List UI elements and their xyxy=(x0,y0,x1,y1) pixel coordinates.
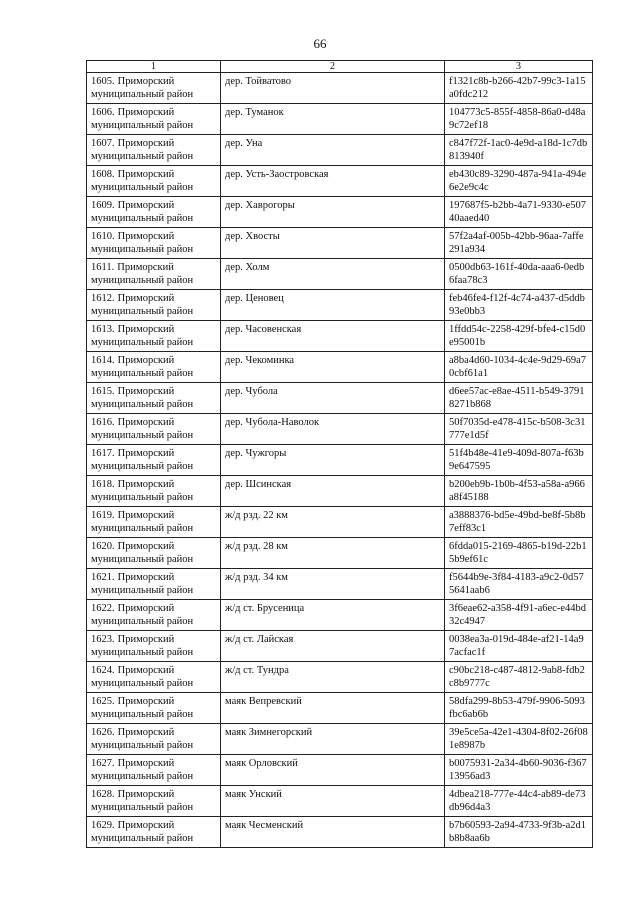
row-number: 1618. xyxy=(91,479,115,490)
district-name: Приморский муниципальный район xyxy=(91,76,194,100)
district-name: Приморский муниципальный район xyxy=(91,665,194,689)
row-number: 1609. xyxy=(91,200,115,211)
district-name: Приморский муниципальный район xyxy=(91,293,194,317)
table-row xyxy=(87,724,593,755)
column-header-2: 2 xyxy=(221,61,445,73)
row-number: 1614. xyxy=(91,355,115,366)
settlement-cell: дер. Хвосты xyxy=(221,228,445,259)
district-cell xyxy=(87,166,221,197)
table-row xyxy=(87,259,593,290)
fias-code-cell: a3888376-bd5e-49bd-be8f-5b8b7eff83c1 xyxy=(445,507,593,538)
fias-code-cell: b0075931-2a34-4b60-9036-f36713956ad3 xyxy=(445,755,593,786)
table-row xyxy=(87,817,593,848)
district-name: Приморский муниципальный район xyxy=(91,510,194,534)
settlement-cell: маяк Вепревский xyxy=(221,693,445,724)
settlement-cell: дер. Часовенская xyxy=(221,321,445,352)
row-number: 1612. xyxy=(91,293,115,304)
row-number: 1620. xyxy=(91,541,115,552)
table-row xyxy=(87,693,593,724)
district-cell xyxy=(87,73,221,104)
table-row xyxy=(87,290,593,321)
district-cell xyxy=(87,817,221,848)
table-header-row xyxy=(87,61,593,73)
row-number: 1623. xyxy=(91,634,115,645)
settlement-cell: ж/д рзд. 34 км xyxy=(221,569,445,600)
row-number: 1617. xyxy=(91,448,115,459)
table-row xyxy=(87,383,593,414)
district-name: Приморский муниципальный район xyxy=(91,758,194,782)
district-cell xyxy=(87,104,221,135)
row-number: 1624. xyxy=(91,665,115,676)
fias-code-cell: 0038ea3a-019d-484e-af21-14a97acfac1f xyxy=(445,631,593,662)
district-name: Приморский муниципальный район xyxy=(91,696,194,720)
row-number: 1606. xyxy=(91,107,115,118)
fias-code-cell: feb46fe4-f12f-4c74-a437-d5ddb93e0bb3 xyxy=(445,290,593,321)
table-row xyxy=(87,786,593,817)
table-row xyxy=(87,135,593,166)
table-row xyxy=(87,507,593,538)
table-row xyxy=(87,166,593,197)
settlement-cell: ж/д ст. Лайская xyxy=(221,631,445,662)
district-name: Приморский муниципальный район xyxy=(91,231,194,255)
settlement-cell: маяк Унский xyxy=(221,786,445,817)
fias-code-cell: b7b60593-2a94-4733-9f3b-a2d1b8b8aa6b xyxy=(445,817,593,848)
settlement-cell: дер. Уна xyxy=(221,135,445,166)
district-name: Приморский муниципальный район xyxy=(91,820,194,844)
fias-code-cell: 58dfa299-8b53-479f-9906-5093fbc6ab6b xyxy=(445,693,593,724)
district-cell xyxy=(87,476,221,507)
table-row xyxy=(87,445,593,476)
district-name: Приморский муниципальный район xyxy=(91,355,194,379)
fias-code-cell: 1ffdd54c-2258-429f-bfe4-c15d0e95001b xyxy=(445,321,593,352)
fias-code-cell: d6ee57ac-e8ae-4511-b549-37918271b868 xyxy=(445,383,593,414)
fias-code-cell: 50f7035d-e478-415c-b508-3c31777e1d5f xyxy=(445,414,593,445)
table-row xyxy=(87,662,593,693)
fias-code-cell: c90bc218-c487-4812-9ab8-fdb2c8b9777c xyxy=(445,662,593,693)
row-number: 1611. xyxy=(91,262,115,273)
district-cell xyxy=(87,259,221,290)
settlement-cell: маяк Зимнегорский xyxy=(221,724,445,755)
district-name: Приморский муниципальный район xyxy=(91,448,194,472)
district-name: Приморский муниципальный район xyxy=(91,138,194,162)
settlement-cell: дер. Усть-Заостровская xyxy=(221,166,445,197)
fias-code-cell: 4dbea218-777e-44c4-ab89-de73db96d4a3 xyxy=(445,786,593,817)
settlement-cell: ж/д рзд. 28 км xyxy=(221,538,445,569)
table-row xyxy=(87,755,593,786)
district-name: Приморский муниципальный район xyxy=(91,262,194,286)
district-cell xyxy=(87,755,221,786)
row-number: 1608. xyxy=(91,169,115,180)
settlement-cell: маяк Чесменский xyxy=(221,817,445,848)
settlement-cell: ж/д ст. Тундра xyxy=(221,662,445,693)
fias-code-cell: b200eb9b-1b0b-4f53-a58a-a966a8f45188 xyxy=(445,476,593,507)
row-number: 1627. xyxy=(91,758,115,769)
settlement-cell: дер. Ценовец xyxy=(221,290,445,321)
district-name: Приморский муниципальный район xyxy=(91,789,194,813)
row-number: 1605. xyxy=(91,76,115,87)
row-number: 1621. xyxy=(91,572,115,583)
fias-code-cell: f1321c8b-b266-42b7-99c3-1a15a0fdc212 xyxy=(445,73,593,104)
district-name: Приморский муниципальный район xyxy=(91,572,194,596)
settlement-cell: дер. Чубола xyxy=(221,383,445,414)
district-name: Приморский муниципальный район xyxy=(91,479,194,503)
district-cell xyxy=(87,290,221,321)
district-cell xyxy=(87,445,221,476)
column-header-1: 1 xyxy=(87,61,221,73)
settlement-cell: дер. Холм xyxy=(221,259,445,290)
table-row xyxy=(87,476,593,507)
district-cell xyxy=(87,693,221,724)
fias-code-cell: 197687f5-b2bb-4a71-9330-e50740aaed40 xyxy=(445,197,593,228)
district-name: Приморский муниципальный район xyxy=(91,386,194,410)
row-number: 1622. xyxy=(91,603,115,614)
table-row xyxy=(87,569,593,600)
column-header-3: 3 xyxy=(445,61,593,73)
fias-code-cell: 3f6eae62-a358-4f91-a6ec-e44bd32c4947 xyxy=(445,600,593,631)
district-name: Приморский муниципальный район xyxy=(91,417,194,441)
district-cell xyxy=(87,662,221,693)
row-number: 1626. xyxy=(91,727,115,738)
row-number: 1628. xyxy=(91,789,115,800)
fias-code-cell: 39e5ce5a-42e1-4304-8f02-26f081e8987b xyxy=(445,724,593,755)
row-number: 1613. xyxy=(91,324,115,335)
fias-code-cell: f5644b9e-3f84-4183-a9c2-0d575641aab6 xyxy=(445,569,593,600)
settlement-cell: дер. Шсинская xyxy=(221,476,445,507)
table-row xyxy=(87,631,593,662)
district-name: Приморский муниципальный район xyxy=(91,324,194,348)
settlement-cell: дер. Тойватово xyxy=(221,73,445,104)
settlement-cell: дер. Чужгоры xyxy=(221,445,445,476)
table-row xyxy=(87,104,593,135)
district-cell xyxy=(87,197,221,228)
district-cell xyxy=(87,538,221,569)
district-cell xyxy=(87,414,221,445)
district-cell xyxy=(87,352,221,383)
table-row xyxy=(87,321,593,352)
settlement-cell: дер. Чекоминка xyxy=(221,352,445,383)
district-name: Приморский муниципальный район xyxy=(91,107,194,131)
district-cell xyxy=(87,600,221,631)
table-row xyxy=(87,228,593,259)
district-name: Приморский муниципальный район xyxy=(91,727,194,751)
row-number: 1610. xyxy=(91,231,115,242)
district-cell xyxy=(87,786,221,817)
fias-code-cell: 104773c5-855f-4858-86a0-d48a9c72ef18 xyxy=(445,104,593,135)
fias-code-cell: 0500db63-161f-40da-aaa6-0edb6faa78c3 xyxy=(445,259,593,290)
row-number: 1607. xyxy=(91,138,115,149)
fias-code-cell: 6fdda015-2169-4865-b19d-22b15b9ef61c xyxy=(445,538,593,569)
row-number: 1616. xyxy=(91,417,115,428)
table-row xyxy=(87,197,593,228)
settlement-cell: дер. Хаврогоры xyxy=(221,197,445,228)
table-row xyxy=(87,600,593,631)
district-name: Приморский муниципальный район xyxy=(91,603,194,627)
district-cell xyxy=(87,569,221,600)
table-row xyxy=(87,538,593,569)
table-body xyxy=(87,73,593,848)
district-cell xyxy=(87,321,221,352)
district-cell xyxy=(87,724,221,755)
fias-code-cell: 57f2a4af-005b-42bb-96aa-7affe291a934 xyxy=(445,228,593,259)
table-row xyxy=(87,352,593,383)
district-cell xyxy=(87,135,221,166)
table-row xyxy=(87,414,593,445)
row-number: 1629. xyxy=(91,820,115,831)
fias-code-cell: 51f4b48e-41e9-409d-807a-f63b9e647595 xyxy=(445,445,593,476)
district-name: Приморский муниципальный район xyxy=(91,169,194,193)
settlement-cell: дер. Туманок xyxy=(221,104,445,135)
district-cell xyxy=(87,383,221,414)
fias-code-cell: eb430c89-3290-487a-941a-494e6e2e9c4c xyxy=(445,166,593,197)
fias-code-cell: c847f72f-1ac0-4e9d-a18d-1c7db813940f xyxy=(445,135,593,166)
settlements-table xyxy=(86,60,593,848)
district-name: Приморский муниципальный район xyxy=(91,541,194,565)
district-cell xyxy=(87,631,221,662)
settlement-cell: маяк Орловский xyxy=(221,755,445,786)
settlement-cell: ж/д рзд. 22 км xyxy=(221,507,445,538)
row-number: 1619. xyxy=(91,510,115,521)
row-number: 1615. xyxy=(91,386,115,397)
table-row xyxy=(87,73,593,104)
district-name: Приморский муниципальный район xyxy=(91,634,194,658)
page-number: 66 xyxy=(313,36,327,51)
district-cell xyxy=(87,228,221,259)
fias-code-cell: a8ba4d60-1034-4c4e-9d29-69a70cbf61a1 xyxy=(445,352,593,383)
settlement-cell: ж/д ст. Брусеница xyxy=(221,600,445,631)
settlement-cell: дер. Чубола-Наволок xyxy=(221,414,445,445)
row-number: 1625. xyxy=(91,696,115,707)
district-cell xyxy=(87,507,221,538)
district-name: Приморский муниципальный район xyxy=(91,200,194,224)
